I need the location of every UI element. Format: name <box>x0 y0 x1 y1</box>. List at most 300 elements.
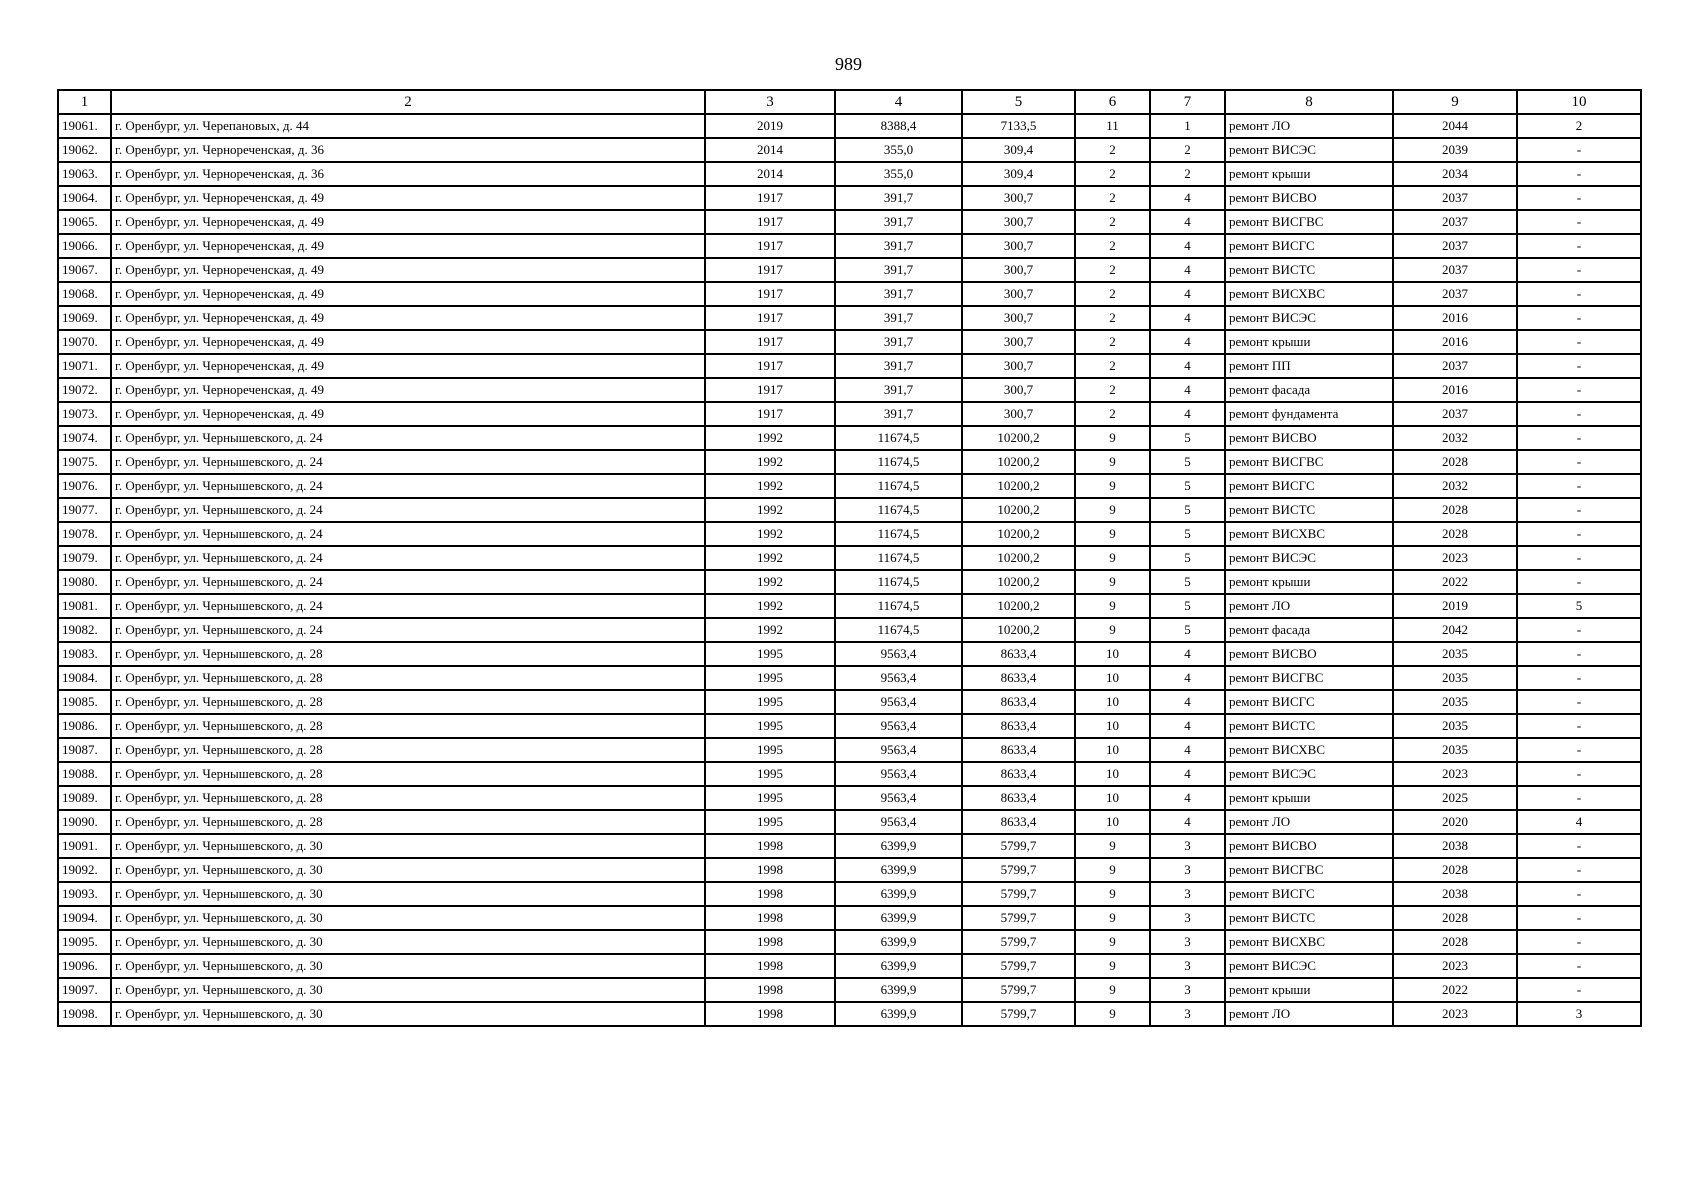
cell-planned-year: 2037 <box>1393 186 1517 210</box>
cell-planned-year: 2038 <box>1393 882 1517 906</box>
cell-floors: 9 <box>1075 474 1150 498</box>
cell-floors: 10 <box>1075 810 1150 834</box>
cell-floors: 2 <box>1075 186 1150 210</box>
cell-total-area: 9563,4 <box>835 666 962 690</box>
cell-total-area: 6399,9 <box>835 834 962 858</box>
cell-year-built: 1998 <box>705 978 835 1002</box>
cell-floors: 10 <box>1075 642 1150 666</box>
cell-entrances: 4 <box>1150 282 1225 306</box>
cell-repair-type: ремонт ВИСВО <box>1225 426 1393 450</box>
cell-total-area: 391,7 <box>835 234 962 258</box>
cell-entrances: 4 <box>1150 642 1225 666</box>
cell-repair-type: ремонт ВИСВО <box>1225 642 1393 666</box>
page-number: 989 <box>835 54 862 74</box>
cell-planned-year: 2044 <box>1393 114 1517 138</box>
cell-floors: 2 <box>1075 138 1150 162</box>
cell-row-number: 19090. <box>58 810 111 834</box>
cell-row-number: 19067. <box>58 258 111 282</box>
cell-col-10: - <box>1517 666 1641 690</box>
cell-living-area: 300,7 <box>962 306 1075 330</box>
cell-row-number: 19079. <box>58 546 111 570</box>
table-row <box>58 450 1641 474</box>
cell-living-area: 8633,4 <box>962 666 1075 690</box>
cell-total-area: 6399,9 <box>835 978 962 1002</box>
cell-address: г. Оренбург, ул. Чернышевского, д. 30 <box>111 834 705 858</box>
cell-total-area: 11674,5 <box>835 426 962 450</box>
header-cell: 4 <box>835 90 962 114</box>
cell-col-10: - <box>1517 546 1641 570</box>
header-cell: 2 <box>111 90 705 114</box>
cell-floors: 9 <box>1075 426 1150 450</box>
cell-entrances: 4 <box>1150 234 1225 258</box>
cell-col-10: - <box>1517 642 1641 666</box>
cell-entrances: 4 <box>1150 738 1225 762</box>
cell-address: г. Оренбург, ул. Чернышевского, д. 24 <box>111 426 705 450</box>
cell-col-10: - <box>1517 834 1641 858</box>
cell-living-area: 5799,7 <box>962 1002 1075 1026</box>
table-row <box>58 138 1641 162</box>
cell-floors: 2 <box>1075 330 1150 354</box>
cell-col-10: - <box>1517 306 1641 330</box>
table-row <box>58 858 1641 882</box>
cell-year-built: 1917 <box>705 402 835 426</box>
cell-planned-year: 2038 <box>1393 834 1517 858</box>
cell-address: г. Оренбург, ул. Чернореченская, д. 49 <box>111 378 705 402</box>
cell-year-built: 1998 <box>705 954 835 978</box>
cell-planned-year: 2028 <box>1393 522 1517 546</box>
cell-floors: 9 <box>1075 930 1150 954</box>
cell-address: г. Оренбург, ул. Чернышевского, д. 24 <box>111 498 705 522</box>
cell-address: г. Оренбург, ул. Чернышевского, д. 30 <box>111 954 705 978</box>
cell-entrances: 4 <box>1150 762 1225 786</box>
cell-repair-type: ремонт ВИСТС <box>1225 258 1393 282</box>
cell-total-area: 9563,4 <box>835 714 962 738</box>
cell-row-number: 19066. <box>58 234 111 258</box>
cell-living-area: 8633,4 <box>962 738 1075 762</box>
cell-entrances: 2 <box>1150 138 1225 162</box>
cell-address: г. Оренбург, ул. Чернореченская, д. 49 <box>111 282 705 306</box>
repair-schedule-table <box>57 89 1642 1027</box>
cell-col-10: - <box>1517 762 1641 786</box>
cell-repair-type: ремонт крыши <box>1225 978 1393 1002</box>
cell-row-number: 19071. <box>58 354 111 378</box>
cell-address: г. Оренбург, ул. Чернореченская, д. 49 <box>111 258 705 282</box>
cell-total-area: 9563,4 <box>835 738 962 762</box>
cell-col-10: - <box>1517 282 1641 306</box>
header-cell: 8 <box>1225 90 1393 114</box>
cell-living-area: 300,7 <box>962 330 1075 354</box>
cell-floors: 10 <box>1075 738 1150 762</box>
cell-row-number: 19094. <box>58 906 111 930</box>
cell-total-area: 391,7 <box>835 402 962 426</box>
cell-repair-type: ремонт фасада <box>1225 618 1393 642</box>
header-cell: 6 <box>1075 90 1150 114</box>
cell-entrances: 5 <box>1150 618 1225 642</box>
cell-planned-year: 2028 <box>1393 906 1517 930</box>
cell-address: г. Оренбург, ул. Чернореченская, д. 49 <box>111 234 705 258</box>
cell-address: г. Оренбург, ул. Чернореченская, д. 49 <box>111 306 705 330</box>
cell-planned-year: 2039 <box>1393 138 1517 162</box>
cell-planned-year: 2034 <box>1393 162 1517 186</box>
cell-floors: 9 <box>1075 906 1150 930</box>
cell-living-area: 5799,7 <box>962 930 1075 954</box>
table-row <box>58 954 1641 978</box>
cell-entrances: 3 <box>1150 978 1225 1002</box>
cell-entrances: 3 <box>1150 882 1225 906</box>
header-cell: 3 <box>705 90 835 114</box>
table-row <box>58 810 1641 834</box>
cell-entrances: 2 <box>1150 162 1225 186</box>
cell-entrances: 4 <box>1150 378 1225 402</box>
cell-row-number: 19091. <box>58 834 111 858</box>
cell-year-built: 1917 <box>705 330 835 354</box>
cell-planned-year: 2037 <box>1393 258 1517 282</box>
cell-year-built: 1917 <box>705 354 835 378</box>
cell-row-number: 19081. <box>58 594 111 618</box>
cell-row-number: 19083. <box>58 642 111 666</box>
cell-col-10: - <box>1517 258 1641 282</box>
cell-address: г. Оренбург, ул. Чернышевского, д. 30 <box>111 882 705 906</box>
cell-address: г. Оренбург, ул. Чернореченская, д. 49 <box>111 186 705 210</box>
cell-repair-type: ремонт ВИСЭС <box>1225 762 1393 786</box>
cell-year-built: 1998 <box>705 906 835 930</box>
cell-col-10: - <box>1517 474 1641 498</box>
table-row <box>58 882 1641 906</box>
cell-living-area: 300,7 <box>962 186 1075 210</box>
cell-entrances: 4 <box>1150 714 1225 738</box>
table-row <box>58 738 1641 762</box>
cell-address: г. Оренбург, ул. Чернышевского, д. 24 <box>111 570 705 594</box>
cell-col-10: - <box>1517 978 1641 1002</box>
table-row <box>58 114 1641 138</box>
cell-col-10: - <box>1517 330 1641 354</box>
table-row <box>58 426 1641 450</box>
cell-living-area: 5799,7 <box>962 858 1075 882</box>
cell-living-area: 10200,2 <box>962 474 1075 498</box>
table-row <box>58 378 1641 402</box>
cell-address: г. Оренбург, ул. Чернышевского, д. 30 <box>111 906 705 930</box>
cell-planned-year: 2028 <box>1393 930 1517 954</box>
cell-year-built: 1992 <box>705 450 835 474</box>
cell-row-number: 19064. <box>58 186 111 210</box>
table-row <box>58 258 1641 282</box>
cell-address: г. Оренбург, ул. Чернышевского, д. 24 <box>111 522 705 546</box>
cell-row-number: 19063. <box>58 162 111 186</box>
cell-entrances: 3 <box>1150 1002 1225 1026</box>
cell-row-number: 19089. <box>58 786 111 810</box>
cell-living-area: 8633,4 <box>962 642 1075 666</box>
cell-col-10: - <box>1517 378 1641 402</box>
cell-year-built: 1995 <box>705 738 835 762</box>
cell-planned-year: 2035 <box>1393 642 1517 666</box>
cell-total-area: 11674,5 <box>835 498 962 522</box>
cell-floors: 9 <box>1075 570 1150 594</box>
cell-address: г. Оренбург, ул. Чернышевского, д. 30 <box>111 858 705 882</box>
cell-floors: 2 <box>1075 162 1150 186</box>
cell-living-area: 300,7 <box>962 234 1075 258</box>
cell-planned-year: 2035 <box>1393 714 1517 738</box>
cell-total-area: 9563,4 <box>835 642 962 666</box>
cell-address: г. Оренбург, ул. Чернышевского, д. 28 <box>111 810 705 834</box>
cell-living-area: 300,7 <box>962 378 1075 402</box>
table-row <box>58 906 1641 930</box>
cell-repair-type: ремонт ВИСЭС <box>1225 546 1393 570</box>
cell-address: г. Оренбург, ул. Чернышевского, д. 28 <box>111 762 705 786</box>
cell-year-built: 1992 <box>705 474 835 498</box>
cell-row-number: 19076. <box>58 474 111 498</box>
cell-planned-year: 2020 <box>1393 810 1517 834</box>
cell-planned-year: 2028 <box>1393 450 1517 474</box>
table-row <box>58 186 1641 210</box>
cell-living-area: 5799,7 <box>962 882 1075 906</box>
cell-entrances: 5 <box>1150 546 1225 570</box>
cell-col-10: - <box>1517 714 1641 738</box>
cell-floors: 2 <box>1075 282 1150 306</box>
cell-year-built: 1917 <box>705 210 835 234</box>
cell-floors: 9 <box>1075 954 1150 978</box>
table-row <box>58 666 1641 690</box>
cell-year-built: 1992 <box>705 594 835 618</box>
cell-entrances: 4 <box>1150 210 1225 234</box>
cell-total-area: 6399,9 <box>835 858 962 882</box>
cell-entrances: 3 <box>1150 858 1225 882</box>
cell-total-area: 391,7 <box>835 210 962 234</box>
cell-living-area: 5799,7 <box>962 978 1075 1002</box>
cell-address: г. Оренбург, ул. Чернореченская, д. 49 <box>111 402 705 426</box>
cell-repair-type: ремонт ВИСГС <box>1225 882 1393 906</box>
cell-year-built: 1917 <box>705 234 835 258</box>
cell-row-number: 19065. <box>58 210 111 234</box>
cell-entrances: 4 <box>1150 258 1225 282</box>
table-row <box>58 834 1641 858</box>
cell-total-area: 391,7 <box>835 378 962 402</box>
cell-entrances: 3 <box>1150 834 1225 858</box>
table-row <box>58 978 1641 1002</box>
table-row <box>58 306 1641 330</box>
table-row <box>58 330 1641 354</box>
cell-living-area: 309,4 <box>962 138 1075 162</box>
cell-floors: 2 <box>1075 306 1150 330</box>
cell-repair-type: ремонт ВИСЭС <box>1225 306 1393 330</box>
cell-address: г. Оренбург, ул. Чернышевского, д. 28 <box>111 714 705 738</box>
cell-entrances: 5 <box>1150 522 1225 546</box>
cell-year-built: 1998 <box>705 930 835 954</box>
cell-row-number: 19075. <box>58 450 111 474</box>
table-row <box>58 522 1641 546</box>
cell-living-area: 10200,2 <box>962 426 1075 450</box>
header-cell: 5 <box>962 90 1075 114</box>
cell-col-10: - <box>1517 402 1641 426</box>
cell-col-10: - <box>1517 522 1641 546</box>
cell-living-area: 300,7 <box>962 258 1075 282</box>
cell-floors: 9 <box>1075 882 1150 906</box>
cell-col-10: - <box>1517 162 1641 186</box>
cell-year-built: 1998 <box>705 858 835 882</box>
cell-planned-year: 2035 <box>1393 690 1517 714</box>
cell-col-10: - <box>1517 138 1641 162</box>
cell-repair-type: ремонт ВИСХВС <box>1225 522 1393 546</box>
cell-row-number: 19087. <box>58 738 111 762</box>
cell-planned-year: 2037 <box>1393 210 1517 234</box>
cell-planned-year: 2023 <box>1393 546 1517 570</box>
cell-entrances: 4 <box>1150 786 1225 810</box>
cell-repair-type: ремонт ВИСГС <box>1225 690 1393 714</box>
cell-col-10: 4 <box>1517 810 1641 834</box>
cell-living-area: 300,7 <box>962 354 1075 378</box>
cell-living-area: 10200,2 <box>962 450 1075 474</box>
cell-total-area: 9563,4 <box>835 786 962 810</box>
cell-col-10: - <box>1517 450 1641 474</box>
cell-row-number: 19088. <box>58 762 111 786</box>
table-row <box>58 570 1641 594</box>
table-row <box>58 354 1641 378</box>
cell-repair-type: ремонт ЛО <box>1225 1002 1393 1026</box>
cell-year-built: 1998 <box>705 1002 835 1026</box>
cell-repair-type: ремонт ЛО <box>1225 114 1393 138</box>
cell-col-10: - <box>1517 498 1641 522</box>
cell-row-number: 19077. <box>58 498 111 522</box>
cell-row-number: 19080. <box>58 570 111 594</box>
cell-address: г. Оренбург, ул. Чернышевского, д. 28 <box>111 738 705 762</box>
cell-col-10: 3 <box>1517 1002 1641 1026</box>
cell-row-number: 19074. <box>58 426 111 450</box>
cell-floors: 9 <box>1075 978 1150 1002</box>
cell-floors: 2 <box>1075 402 1150 426</box>
cell-planned-year: 2023 <box>1393 1002 1517 1026</box>
table-row <box>58 162 1641 186</box>
cell-row-number: 19085. <box>58 690 111 714</box>
cell-planned-year: 2035 <box>1393 738 1517 762</box>
cell-address: г. Оренбург, ул. Чернышевского, д. 28 <box>111 786 705 810</box>
cell-col-10: - <box>1517 858 1641 882</box>
cell-total-area: 9563,4 <box>835 810 962 834</box>
cell-col-10: - <box>1517 906 1641 930</box>
cell-repair-type: ремонт ВИСГВС <box>1225 858 1393 882</box>
cell-repair-type: ремонт крыши <box>1225 786 1393 810</box>
cell-floors: 10 <box>1075 762 1150 786</box>
cell-col-10: - <box>1517 570 1641 594</box>
cell-living-area: 300,7 <box>962 210 1075 234</box>
cell-floors: 11 <box>1075 114 1150 138</box>
cell-total-area: 11674,5 <box>835 546 962 570</box>
cell-planned-year: 2019 <box>1393 594 1517 618</box>
table-row <box>58 762 1641 786</box>
cell-floors: 9 <box>1075 450 1150 474</box>
table-row <box>58 210 1641 234</box>
cell-total-area: 6399,9 <box>835 882 962 906</box>
cell-repair-type: ремонт ПП <box>1225 354 1393 378</box>
cell-entrances: 5 <box>1150 570 1225 594</box>
header-cell: 10 <box>1517 90 1641 114</box>
table-row <box>58 498 1641 522</box>
cell-col-10: - <box>1517 210 1641 234</box>
table-row <box>58 930 1641 954</box>
cell-planned-year: 2037 <box>1393 402 1517 426</box>
cell-repair-type: ремонт ВИСГС <box>1225 474 1393 498</box>
cell-year-built: 1917 <box>705 258 835 282</box>
cell-planned-year: 2023 <box>1393 762 1517 786</box>
cell-year-built: 1992 <box>705 498 835 522</box>
cell-floors: 10 <box>1075 690 1150 714</box>
cell-address: г. Оренбург, ул. Чернышевского, д. 24 <box>111 474 705 498</box>
cell-planned-year: 2037 <box>1393 354 1517 378</box>
cell-year-built: 1995 <box>705 786 835 810</box>
cell-row-number: 19086. <box>58 714 111 738</box>
cell-year-built: 1917 <box>705 282 835 306</box>
cell-total-area: 6399,9 <box>835 930 962 954</box>
cell-planned-year: 2035 <box>1393 666 1517 690</box>
cell-row-number: 19084. <box>58 666 111 690</box>
cell-total-area: 391,7 <box>835 186 962 210</box>
cell-living-area: 8633,4 <box>962 690 1075 714</box>
cell-living-area: 5799,7 <box>962 906 1075 930</box>
cell-address: г. Оренбург, ул. Чернышевского, д. 28 <box>111 642 705 666</box>
cell-address: г. Оренбург, ул. Чернореченская, д. 49 <box>111 330 705 354</box>
cell-row-number: 19078. <box>58 522 111 546</box>
cell-planned-year: 2023 <box>1393 954 1517 978</box>
cell-address: г. Оренбург, ул. Чернореченская, д. 49 <box>111 210 705 234</box>
cell-floors: 10 <box>1075 666 1150 690</box>
cell-living-area: 5799,7 <box>962 834 1075 858</box>
cell-total-area: 6399,9 <box>835 906 962 930</box>
cell-year-built: 1995 <box>705 666 835 690</box>
cell-address: г. Оренбург, ул. Чернышевского, д. 24 <box>111 450 705 474</box>
cell-year-built: 1992 <box>705 426 835 450</box>
cell-address: г. Оренбург, ул. Чернышевского, д. 24 <box>111 546 705 570</box>
cell-planned-year: 2042 <box>1393 618 1517 642</box>
cell-floors: 2 <box>1075 258 1150 282</box>
cell-row-number: 19070. <box>58 330 111 354</box>
cell-entrances: 3 <box>1150 930 1225 954</box>
cell-year-built: 1992 <box>705 522 835 546</box>
cell-living-area: 10200,2 <box>962 594 1075 618</box>
cell-repair-type: ремонт ВИСГС <box>1225 234 1393 258</box>
cell-planned-year: 2037 <box>1393 234 1517 258</box>
cell-col-10: - <box>1517 618 1641 642</box>
cell-year-built: 1992 <box>705 546 835 570</box>
cell-address: г. Оренбург, ул. Чернореченская, д. 36 <box>111 162 705 186</box>
cell-repair-type: ремонт ВИСХВС <box>1225 282 1393 306</box>
header-row <box>58 90 1641 114</box>
cell-planned-year: 2032 <box>1393 474 1517 498</box>
cell-col-10: - <box>1517 690 1641 714</box>
table-row <box>58 546 1641 570</box>
cell-year-built: 1917 <box>705 378 835 402</box>
cell-floors: 9 <box>1075 594 1150 618</box>
cell-planned-year: 2028 <box>1393 858 1517 882</box>
cell-year-built: 1917 <box>705 186 835 210</box>
cell-living-area: 10200,2 <box>962 618 1075 642</box>
cell-floors: 9 <box>1075 498 1150 522</box>
cell-total-area: 391,7 <box>835 306 962 330</box>
cell-repair-type: ремонт ВИСВО <box>1225 186 1393 210</box>
cell-total-area: 11674,5 <box>835 474 962 498</box>
header-cell: 7 <box>1150 90 1225 114</box>
cell-row-number: 19061. <box>58 114 111 138</box>
cell-repair-type: ремонт ВИСХВС <box>1225 930 1393 954</box>
cell-floors: 9 <box>1075 1002 1150 1026</box>
cell-planned-year: 2022 <box>1393 978 1517 1002</box>
cell-repair-type: ремонт ВИСГВС <box>1225 210 1393 234</box>
cell-row-number: 19072. <box>58 378 111 402</box>
cell-row-number: 19095. <box>58 930 111 954</box>
cell-row-number: 19092. <box>58 858 111 882</box>
cell-total-area: 11674,5 <box>835 522 962 546</box>
table-row <box>58 1002 1641 1026</box>
cell-living-area: 300,7 <box>962 402 1075 426</box>
cell-floors: 10 <box>1075 714 1150 738</box>
cell-address: г. Оренбург, ул. Чернышевского, д. 28 <box>111 690 705 714</box>
